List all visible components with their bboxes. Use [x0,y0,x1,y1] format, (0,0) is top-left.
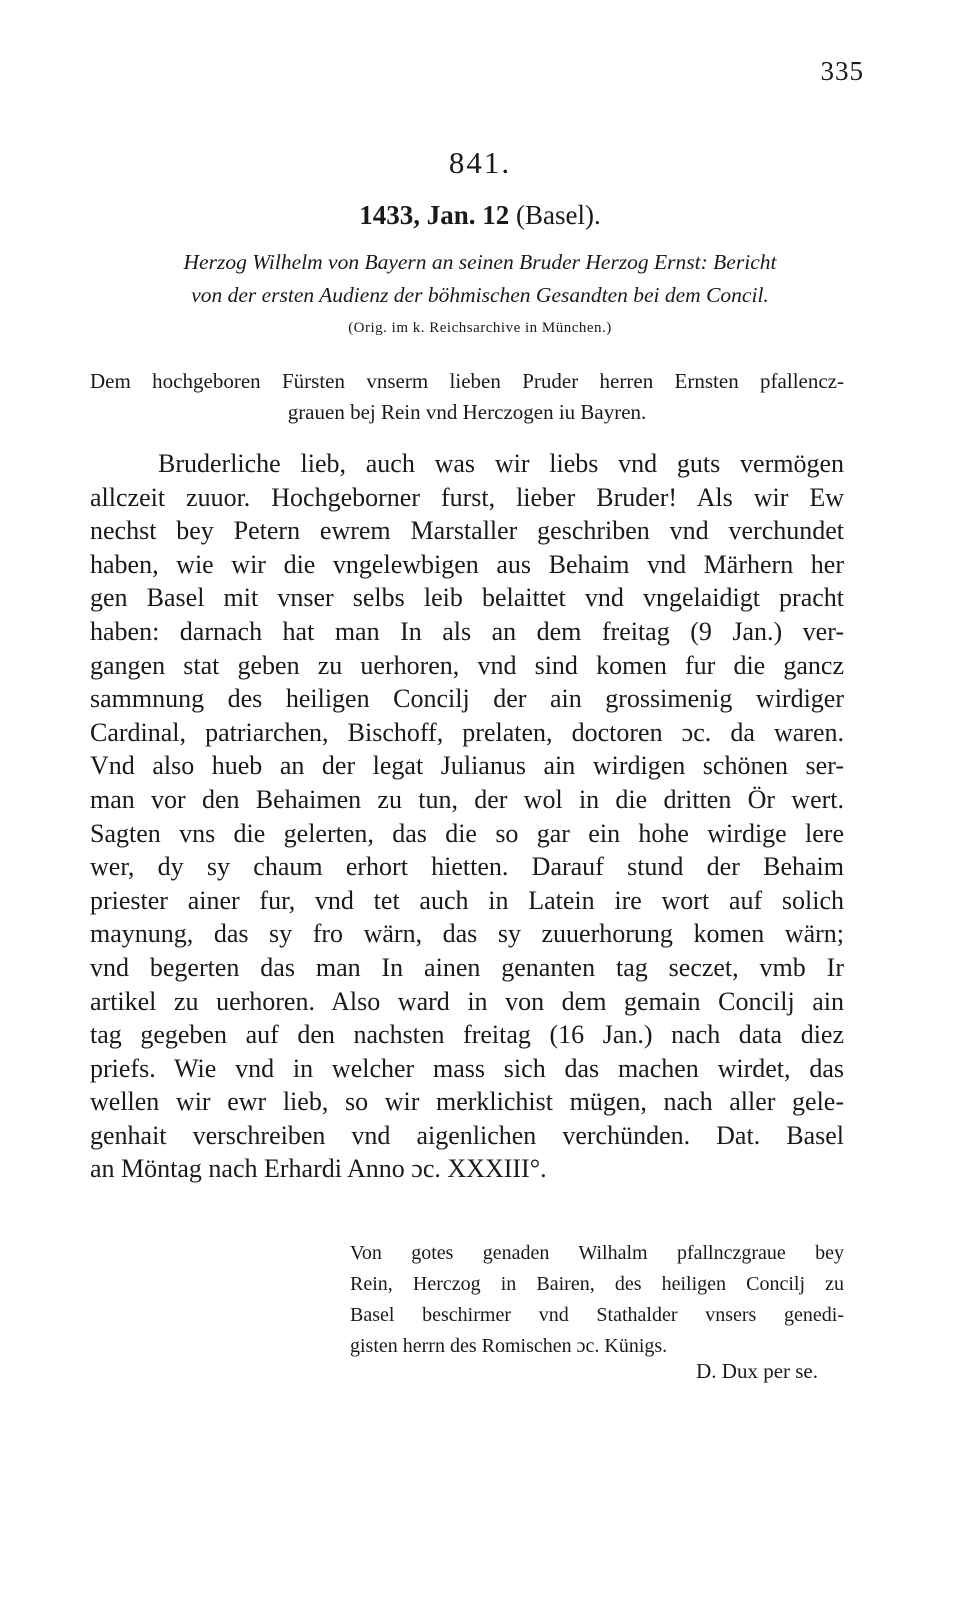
body-line: priester ainer fur, vnd tet auch in Latein ire wort auf solich [90,885,844,915]
heading-line: von der ersten Audienz der böhmischen Gesandten bei dem Concil. [191,283,769,307]
body-line: man vor den Behaimen zu tun, der wol in die dritten Ör wert. [90,784,844,814]
body-line: gangen stat geben zu uerhoren, vnd sind komen fur die gancz [90,650,844,680]
body-line: priefs. Wie vnd in welcher mass sich das machen wirdet, das [90,1053,844,1083]
body-line: artikel zu uerhoren. Also ward in von dem gemain Concilj ain [90,986,844,1016]
body-line: nechst bey Petern ewrem Marstaller geschriben vnd verchundet [90,516,844,546]
source-note: (Orig. im k. Reichsarchive in München.) [348,320,612,336]
address-block [90,366,844,428]
heading-line: Herzog Wilhelm von Bayern an seinen Bruder Herzog Ernst: Bericht [183,250,777,274]
body-line: tag gegeben auf den nachsten freitag (16 Jan.) nach data diez [90,1020,844,1050]
body-line: maynung, das sy fro wärn, das sy zuuerhorung komen wärn; [90,919,844,949]
address-line: Dem hochgeboren Fürsten vnserm lieben Pruder herren Ernsten pfallencz- [90,369,844,393]
body-line: Vnd also hueb an der legat Julianus ain wirdigen schönen ser- [90,751,844,781]
document-heading [118,246,842,312]
closing-line: Rein, Herczog in Bairen, des heiligen Concilj zu [350,1273,844,1295]
body-line: Bruderliche lieb, auch was wir liebs vnd guts vermögen [158,449,844,478]
closing-line: Basel beschirmer vnd Stathalder vnsers genedi- [350,1304,844,1326]
body-line: allczeit zuuor. Hochgeborner furst, lieber Bruder! Als wir Ew [90,482,844,512]
body-line: genhait verschreiben vnd aigenlichen verchünden. Dat. Basel [90,1120,844,1150]
date-line [0,200,960,231]
document-number: 841. [448,145,512,180]
body-line: haben, wie wir die vngelewbigen aus Behaim vnd Märhern her [90,549,844,579]
body-line: Cardinal, patriarchen, Bischoff, prelaten, doctoren ɔc. da waren. [90,717,844,747]
address-line: grauen bej Rein vnd Herczogen iu Bayren. [287,400,647,424]
body-line: gen Basel mit vnser selbs leib belaittet vnd vngelaidigt pracht [90,583,844,613]
closing-line: Von gotes genaden Wilhalm pfallnczgraue bey [350,1242,844,1264]
body-line: sammnung des heiligen Concilj der ain grossimenig wirdiger [90,684,844,714]
body-line: Sagten vns die gelerten, das die so gar ein hohe wirdige lere [90,818,844,848]
date: 1433, Jan. 12 [359,200,510,230]
body-line: an Möntag nach Erhardi Anno ɔc. XXXIII°. [90,1154,547,1184]
letter-body [90,447,844,1186]
closing-block [350,1238,844,1362]
body-line: vnd begerten das man In ainen genanten tag seczet, vmb Ir [90,952,844,982]
signature: D. Dux per se. [696,1359,818,1383]
closing-line: gisten herrn des Romischen ɔc. Künigs. [350,1335,668,1357]
body-line: wer, dy sy chaum erhort hietten. Darauf stund der Behaim [90,852,844,882]
body-line: haben: darnach hat man In als an dem freitag (9 Jan.) ver- [90,616,844,646]
page-number: 335 [820,56,864,86]
place: (Basel). [516,200,601,230]
body-line: wellen wir ewr lieb, so wir merklichist mügen, nach aller gele- [90,1087,844,1117]
